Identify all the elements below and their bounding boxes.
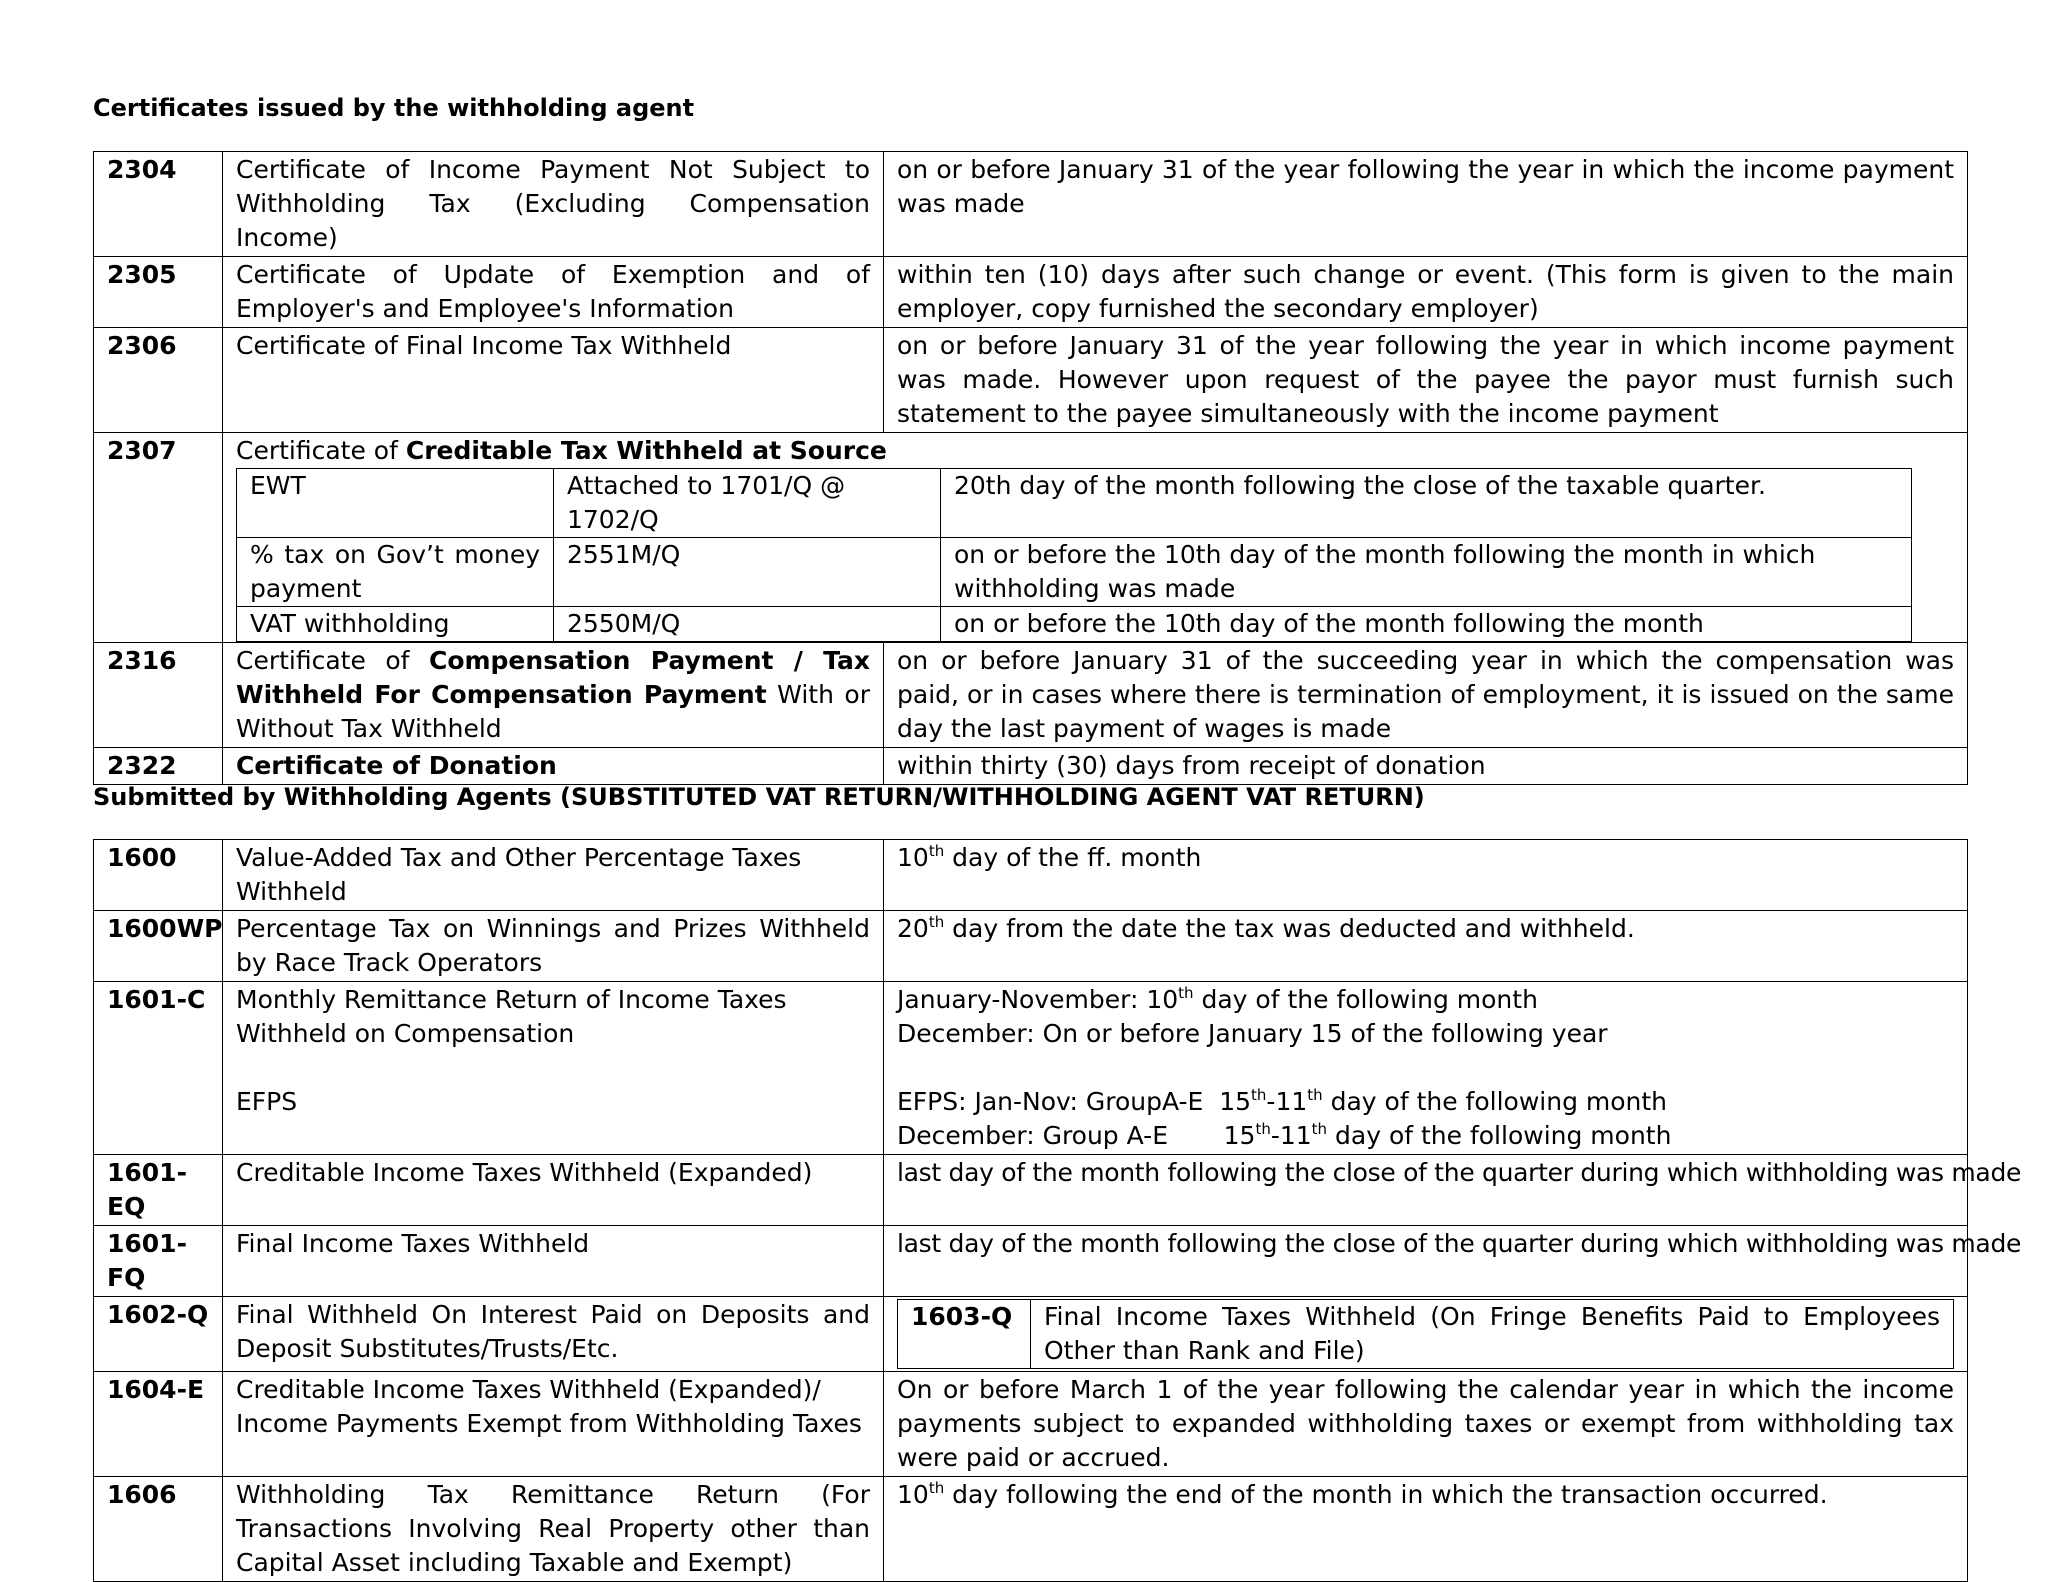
- form-deadline: January-November: 10th day of the following month December: On or before January 15 of the following year EFPS: Jan-Nov: GroupA-E 15th-11th day of the following month December: Group A-E 15th-11th day of the following month: [884, 982, 1968, 1155]
- form-deadline: On or before March 1 of the year following the calendar year in which the income payments subject to expanded withholding taxes or exempt from withholding tax were paid or accrued.: [884, 1372, 1968, 1477]
- form-deadline: 20th day from the date the tax was deducted and withheld.: [884, 911, 1968, 982]
- form-title: Final Income Taxes Withheld: [223, 1226, 884, 1297]
- table-row: [94, 643, 1968, 748]
- table-row: [94, 982, 1968, 1155]
- form-title: Percentage Tax on Winnings and Prizes Withheld by Race Track Operators: [223, 911, 884, 982]
- form-deadline: 10th day following the end of the month in which the transaction occurred.: [884, 1477, 1968, 1582]
- sub-deadline: on or before the 10th day of the month following the month: [941, 607, 1912, 642]
- form-code: 1600WP: [94, 911, 223, 982]
- form-deadline: 10th day of the ff. month: [884, 840, 1968, 911]
- table-row: [94, 748, 1968, 785]
- form-title: Certificate of Donation: [223, 748, 884, 785]
- sub-form: 2551M/Q: [554, 538, 941, 607]
- table-row: [94, 1226, 1968, 1297]
- form-title: Final Withheld On Interest Paid on Deposits and Deposit Substitutes/Trusts/Etc.: [223, 1297, 884, 1372]
- sub-row: [237, 469, 1912, 538]
- table-row: [94, 328, 1968, 433]
- sub-row: [237, 538, 1912, 607]
- section-heading-withholding-agents: Submitted by Withholding Agents (SUBSTITUTED VAT RETURN/WITHHOLDING AGENT VAT RETURN): [93, 783, 1425, 811]
- table-row: [94, 1297, 1968, 1372]
- form-code: 1601-EQ: [94, 1155, 223, 1226]
- sub-deadline: on or before the 10th day of the month following the month in which withholding was made: [941, 538, 1912, 607]
- table-row: [94, 911, 1968, 982]
- form-title: Monthly Remittance Return of Income Taxes Withheld on Compensation EFPS: [223, 982, 884, 1155]
- form-deadline: on or before January 31 of the succeeding year in which the compensation was paid, or in cases where there is termination of employment, it is issued on the same day the last payment of wages is made: [884, 643, 1968, 748]
- form-deadline: last day of the month following the close of the quarter during which withholding was made: [884, 1226, 1968, 1297]
- table-row: [94, 1477, 1968, 1582]
- table-row: [94, 1155, 1968, 1226]
- form-deadline: within ten (10) days after such change or event. (This form is given to the main employer, copy furnished the secondary employer): [884, 257, 1968, 328]
- table-row: [94, 152, 1968, 257]
- form-title: Certificate of Compensation Payment / Tax Withheld For Compensation Payment With or Without Tax Withheld: [223, 643, 884, 748]
- table-row: [94, 840, 1968, 911]
- sub-type: EWT: [237, 469, 554, 538]
- form-title: Creditable Income Taxes Withheld (Expanded)/ Income Payments Exempt from Withholding Taxes: [223, 1372, 884, 1477]
- form-deadline: on or before January 31 of the year following the year in which income payment was made. However upon request of the payee the payor must furnish such statement to the payee simultaneously with the income payment: [884, 328, 1968, 433]
- form-deadline: last day of the month following the close of the quarter during which withholding was made: [884, 1155, 1968, 1226]
- form-title: Certificate of Income Payment Not Subject to Withholding Tax (Excluding Compensation Income): [223, 152, 884, 257]
- form-code: 2322: [94, 748, 223, 785]
- form-title: Withholding Tax Remittance Return (For Transactions Involving Real Property other than Capital Asset including Taxable and Exempt): [223, 1477, 884, 1582]
- section-heading-certificates: Certificates issued by the withholding agent: [93, 94, 695, 122]
- form-deadline: within thirty (30) days from receipt of donation: [884, 748, 1968, 785]
- form-code: 2307: [94, 433, 223, 643]
- table-row: [94, 1372, 1968, 1477]
- sub-code: 1603-Q: [898, 1300, 1031, 1369]
- form-code: 1606: [94, 1477, 223, 1582]
- sub-type: % tax on Gov’t money payment: [237, 538, 554, 607]
- sub-form: 2550M/Q: [554, 607, 941, 642]
- sub-title: Final Income Taxes Withheld (On Fringe Benefits Paid to Employees Other than Rank and File): [1031, 1300, 1954, 1369]
- table-row-2307: [94, 433, 1968, 643]
- form-code: 2304: [94, 152, 223, 257]
- form-title: Certificate of Final Income Tax Withheld: [223, 328, 884, 433]
- withholding-returns-table: [93, 839, 2022, 1582]
- form-title: Certificate of Creditable Tax Withheld at Source: [236, 436, 887, 465]
- sub-type: VAT withholding: [237, 607, 554, 642]
- form-title: Creditable Income Taxes Withheld (Expanded): [223, 1155, 884, 1226]
- sub-table-1603q: [897, 1299, 1954, 1369]
- table-row: [94, 257, 1968, 328]
- sub-row: [898, 1300, 1954, 1369]
- form-code: 2306: [94, 328, 223, 433]
- form-code: 1601-C: [94, 982, 223, 1155]
- form-code: 1600: [94, 840, 223, 911]
- form-title: Value-Added Tax and Other Percentage Taxes Withheld: [223, 840, 884, 911]
- form-code: 2305: [94, 257, 223, 328]
- sub-deadline: 20th day of the month following the close of the taxable quarter.: [941, 469, 1912, 538]
- form-code: 1604-E: [94, 1372, 223, 1477]
- form-code: 1602-Q: [94, 1297, 223, 1372]
- certificates-table: [93, 151, 1968, 785]
- form-code: 2316: [94, 643, 223, 748]
- form-deadline: on or before January 31 of the year following the year in which the income payment was made: [884, 152, 1968, 257]
- sub-row: [237, 607, 1912, 642]
- form-code: 1601-FQ: [94, 1226, 223, 1297]
- sub-form: Attached to 1701/Q @ 1702/Q: [554, 469, 941, 538]
- form-title: Certificate of Update of Exemption and of Employer's and Employee's Information: [223, 257, 884, 328]
- sub-table-2307: [236, 468, 1912, 642]
